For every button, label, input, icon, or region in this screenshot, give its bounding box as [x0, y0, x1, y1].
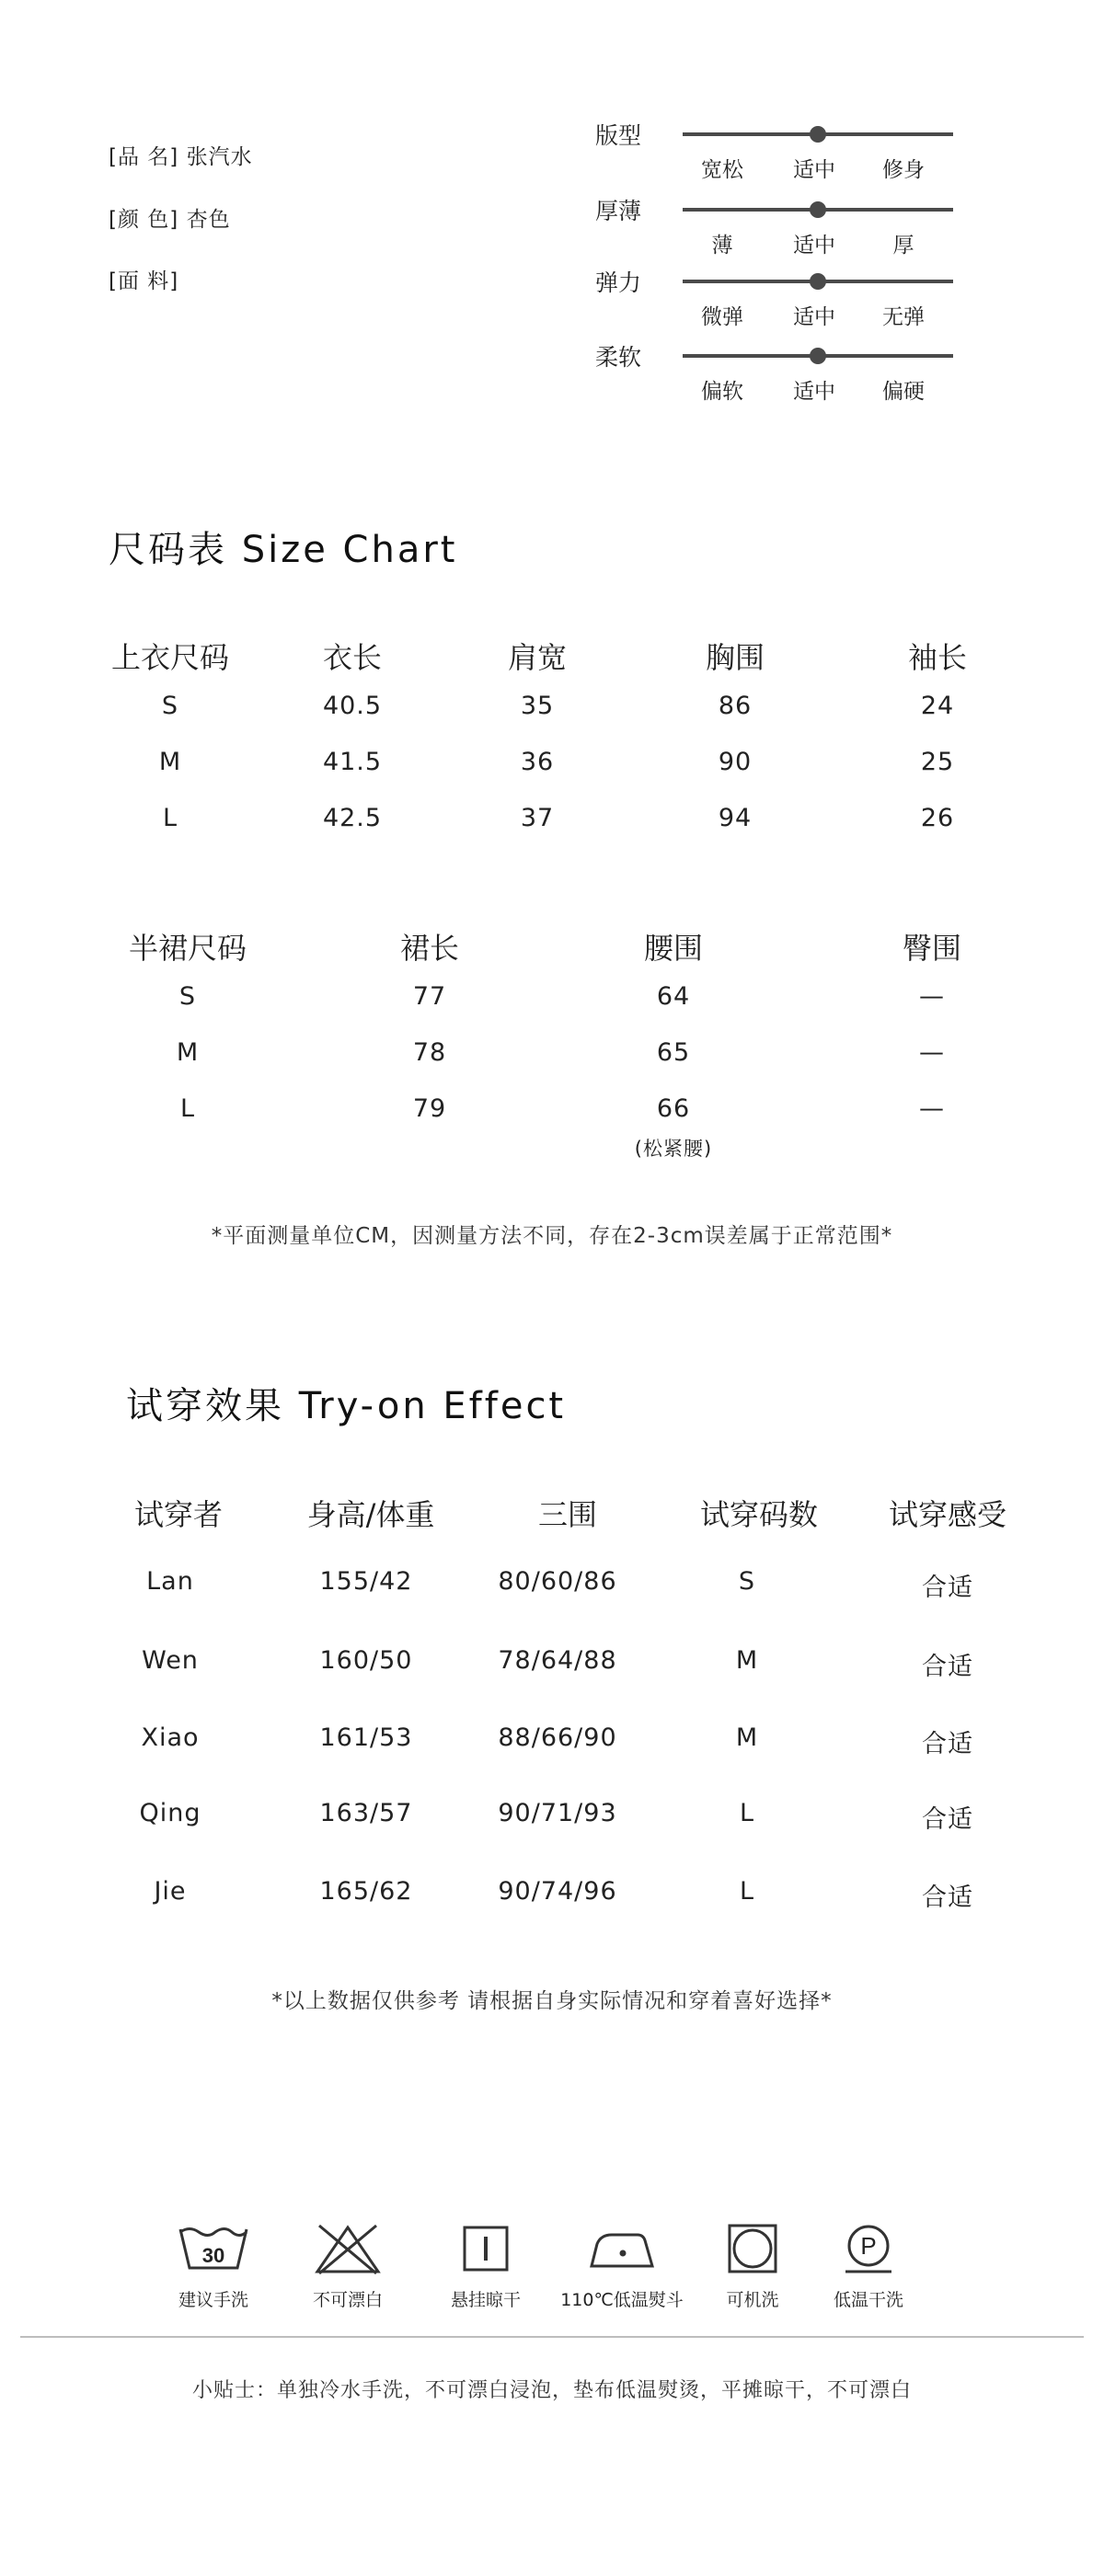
size-chart-title: 尺码表 Size Chart [109, 529, 458, 571]
scale-option: 适中 [793, 305, 835, 329]
table-header: 肩宽 [507, 640, 567, 675]
table-cell: S [178, 982, 197, 1011]
table-cell: 36 [520, 748, 555, 776]
table-cell: 37 [520, 804, 555, 832]
table-cell: 合适 [922, 1653, 973, 1681]
product-name: [品 名] 张汽水 [109, 145, 253, 169]
table-header: 试穿者 [133, 1497, 223, 1532]
table-header: 三围 [537, 1497, 597, 1532]
table-cell: 90/71/93 [498, 1799, 617, 1827]
table-cell: L [179, 1094, 196, 1123]
table-cell: 66 [656, 1094, 691, 1123]
product-fabric: [面 料] [109, 269, 179, 293]
table-cell: Wen [142, 1646, 199, 1675]
care-item [283, 2224, 412, 2311]
care-label: 110℃低温熨斗 [560, 2290, 684, 2310]
scale-option: 修身 [882, 158, 925, 182]
table-cell: 80/60/86 [498, 1567, 617, 1596]
table-cell: 165/62 [319, 1877, 413, 1906]
scale-marker [810, 273, 826, 290]
table-cell: 88/66/90 [498, 1723, 617, 1752]
care-label: 建议手洗 [178, 2290, 248, 2310]
scale-option: 适中 [793, 158, 835, 182]
no-bleach-icon [312, 2224, 384, 2275]
table-cell: 25 [920, 748, 955, 776]
table-cell: 41.5 [322, 748, 383, 776]
tryon-title: 试穿效果 Try-on Effect [126, 1385, 567, 1427]
table-cell: 合适 [922, 1883, 973, 1912]
table-header: 半裙尺码 [128, 931, 247, 966]
table-cell: 90/74/96 [498, 1877, 617, 1906]
table-cell: 合适 [922, 1805, 973, 1834]
table-cell: S [738, 1567, 756, 1596]
table-header: 身高/体重 [306, 1497, 435, 1532]
size-note: *平面测量单位CM，因测量方法不同，存在2-3cm误差属于正常范围* [211, 1224, 893, 1248]
table-cell: — [919, 1094, 945, 1123]
table-cell: 94 [718, 804, 753, 832]
table-cell: M [735, 1646, 759, 1675]
table-cell: 155/42 [319, 1567, 413, 1596]
table-cell: 90 [718, 748, 753, 776]
table-cell: Xiao [141, 1723, 200, 1752]
scale-option: 微弹 [701, 305, 743, 329]
attribute-label: 厚薄 [595, 198, 642, 224]
table-header: 袖长 [907, 640, 967, 675]
table-cell: — [919, 1038, 945, 1067]
scale-option: 厚 [892, 234, 914, 258]
table-cell: M [176, 1038, 200, 1067]
table-cell: Qing [139, 1799, 201, 1827]
iron-low-temp-icon [586, 2224, 658, 2275]
table-cell: 65 [656, 1038, 691, 1067]
wash-temperature: 30 [201, 2244, 225, 2267]
scale-option: 适中 [793, 380, 835, 404]
table-cell: 64 [656, 982, 691, 1011]
care-item [421, 2224, 550, 2311]
table-cell: S [161, 692, 179, 720]
care-item [149, 2224, 278, 2311]
scale-marker [810, 201, 826, 218]
product-color: [颜 色] 杏色 [109, 208, 231, 232]
table-cell: M [158, 748, 182, 776]
attribute-label: 柔软 [595, 344, 642, 371]
care-label: 低温干洗 [833, 2290, 903, 2310]
table-header: 裙长 [399, 931, 459, 966]
table-header: 试穿码数 [699, 1497, 818, 1532]
table-cell: — [919, 982, 945, 1011]
machine-wash-icon [717, 2224, 788, 2275]
table-cell: 79 [412, 1094, 447, 1123]
care-tip: 小贴士：单独冷水手洗，不可漂白浸泡，垫布低温熨烫，平摊晾干，不可漂白 [191, 2379, 912, 2402]
table-cell: 78/64/88 [498, 1646, 617, 1675]
scale-marker [810, 126, 826, 143]
table-cell: M [735, 1723, 759, 1752]
dry-clean-low-temp-icon [833, 2224, 904, 2275]
table-cell: 40.5 [322, 692, 383, 720]
attribute-label: 版型 [595, 122, 642, 149]
table-cell: 26 [920, 804, 955, 832]
scale-option: 偏软 [701, 380, 743, 404]
hang-dry-icon [450, 2224, 522, 2275]
scale-option: 宽松 [701, 158, 743, 182]
table-header: 衣长 [322, 640, 382, 675]
table-cell: 42.5 [322, 804, 383, 832]
care-item [688, 2224, 817, 2311]
scale-option: 薄 [711, 234, 733, 258]
dry-clean-code: P [860, 2232, 877, 2260]
table-cell: 160/50 [319, 1646, 413, 1675]
tryon-note: *以上数据仅供参考 请根据自身实际情况和穿着喜好选择* [271, 1989, 833, 2013]
table-header: 腰围 [643, 931, 703, 966]
table-header: 试穿感受 [888, 1497, 1006, 1532]
table-cell: L [162, 804, 178, 832]
table-cell: 合适 [922, 1574, 973, 1602]
table-cell: 24 [920, 692, 955, 720]
table-cell: L [739, 1799, 755, 1827]
care-label: 可机洗 [726, 2290, 779, 2310]
table-header: 胸围 [705, 640, 765, 675]
divider [20, 2336, 1084, 2338]
table-header: 臀围 [902, 931, 961, 966]
hand-wash-30-icon [178, 2224, 249, 2275]
scale-marker [810, 348, 826, 364]
scale-option: 适中 [793, 234, 835, 258]
table-cell: 78 [412, 1038, 447, 1067]
table-cell: Jie [154, 1877, 187, 1906]
care-item [558, 2224, 686, 2311]
attribute-label: 弹力 [595, 269, 642, 296]
care-item [804, 2224, 933, 2311]
care-label: 悬挂晾干 [450, 2290, 521, 2310]
table-cell: L [739, 1877, 755, 1906]
table-cell: Lan [146, 1567, 194, 1596]
table-cell: 77 [412, 982, 447, 1011]
table-header: 上衣尺码 [110, 640, 229, 675]
table-cell: 163/57 [319, 1799, 413, 1827]
care-label: 不可漂白 [312, 2290, 383, 2310]
table-cell: 161/53 [319, 1723, 413, 1752]
scale-option: 无弹 [882, 305, 925, 329]
waist-note: (松紧腰) [634, 1138, 713, 1160]
table-cell: 合适 [922, 1730, 973, 1758]
scale-option: 偏硬 [882, 380, 925, 404]
table-cell: 86 [718, 692, 753, 720]
table-cell: 35 [520, 692, 555, 720]
